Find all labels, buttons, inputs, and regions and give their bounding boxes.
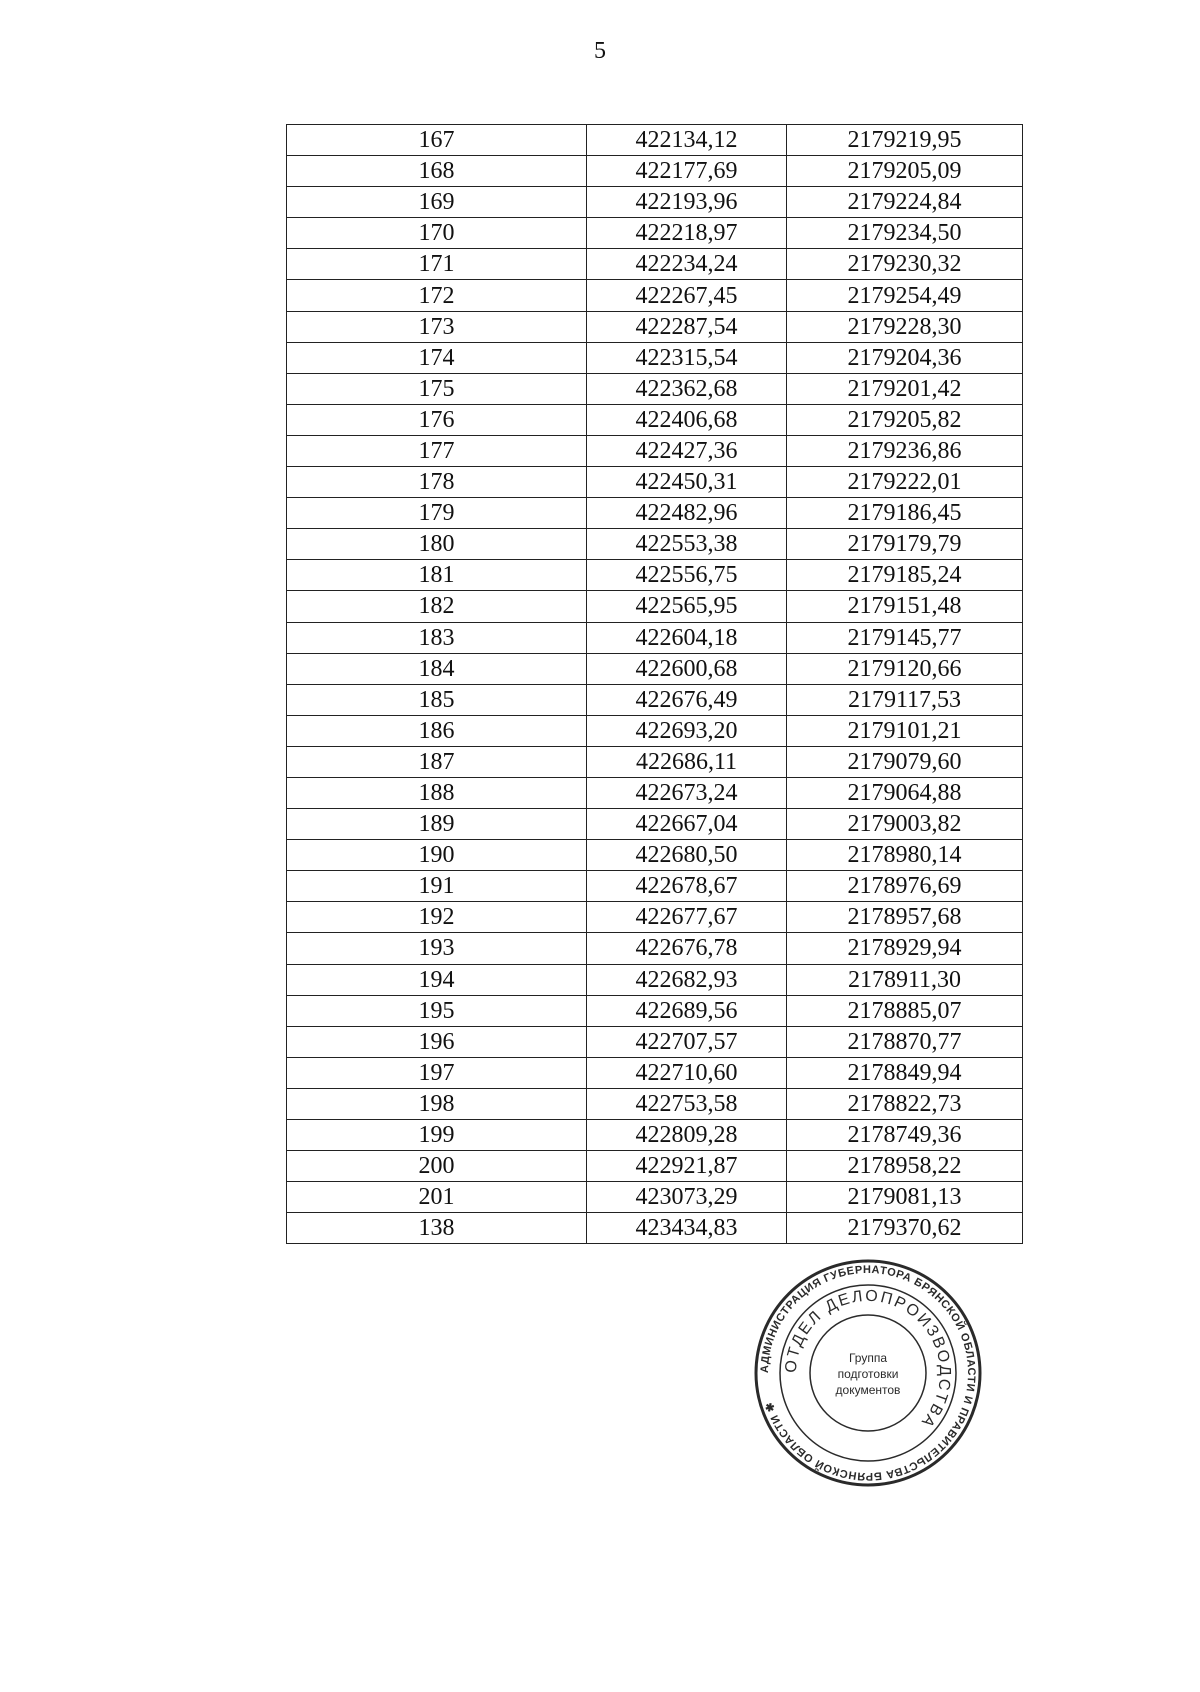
point-number-cell: 188	[287, 777, 587, 808]
table-row	[287, 1213, 1023, 1244]
point-number-cell: 197	[287, 1057, 587, 1088]
seal-center-line-2: подготовки	[837, 1367, 899, 1381]
x-coordinate-cell: 422693,20	[587, 715, 787, 746]
y-coordinate-cell: 2179234,50	[787, 218, 1023, 249]
y-coordinate-cell: 2179204,36	[787, 342, 1023, 373]
table-row	[287, 777, 1023, 808]
y-coordinate-cell: 2179179,79	[787, 529, 1023, 560]
seal-center-line-1: Группа	[848, 1351, 888, 1365]
point-number-cell: 200	[287, 1151, 587, 1182]
x-coordinate-cell: 422177,69	[587, 156, 787, 187]
x-coordinate-cell: 422682,93	[587, 964, 787, 995]
x-coordinate-cell: 422482,96	[587, 498, 787, 529]
table-row	[287, 529, 1023, 560]
point-number-cell: 177	[287, 435, 587, 466]
table-row	[287, 311, 1023, 342]
table-row	[287, 1182, 1023, 1213]
x-coordinate-cell: 422680,50	[587, 840, 787, 871]
y-coordinate-cell: 2179230,32	[787, 249, 1023, 280]
y-coordinate-cell: 2179003,82	[787, 809, 1023, 840]
table-row	[287, 249, 1023, 280]
table-row	[287, 1026, 1023, 1057]
x-coordinate-cell: 422673,24	[587, 777, 787, 808]
table-row	[287, 746, 1023, 777]
x-coordinate-cell: 422218,97	[587, 218, 787, 249]
table-row	[287, 1088, 1023, 1119]
table-row	[287, 653, 1023, 684]
y-coordinate-cell: 2178870,77	[787, 1026, 1023, 1057]
table-row	[287, 435, 1023, 466]
table-row	[287, 467, 1023, 498]
x-coordinate-cell: 422556,75	[587, 560, 787, 591]
point-number-cell: 189	[287, 809, 587, 840]
table-row	[287, 280, 1023, 311]
point-number-cell: 198	[287, 1088, 587, 1119]
x-coordinate-cell: 422267,45	[587, 280, 787, 311]
point-number-cell: 169	[287, 187, 587, 218]
y-coordinate-cell: 2178958,22	[787, 1151, 1023, 1182]
official-seal-stamp	[753, 1258, 983, 1488]
table-row	[287, 156, 1023, 187]
x-coordinate-cell: 422676,49	[587, 684, 787, 715]
y-coordinate-cell: 2179254,49	[787, 280, 1023, 311]
y-coordinate-cell: 2179186,45	[787, 498, 1023, 529]
seal-outer-text: АДМИНИСТРАЦИЯ ГУБЕРНАТОРА БРЯНСКОЙ ОБЛАСТИ И ПРАВИТЕЛЬСТВА БРЯНСКОЙ ОБЛАСТИ ✱	[758, 1263, 978, 1483]
x-coordinate-cell: 422565,95	[587, 591, 787, 622]
x-coordinate-cell: 422234,24	[587, 249, 787, 280]
point-number-cell: 174	[287, 342, 587, 373]
x-coordinate-cell: 422676,78	[587, 933, 787, 964]
page-number: 5	[594, 38, 606, 64]
table-row	[287, 684, 1023, 715]
table-row	[287, 995, 1023, 1026]
y-coordinate-cell: 2179370,62	[787, 1213, 1023, 1244]
table-row	[287, 125, 1023, 156]
y-coordinate-cell: 2178885,07	[787, 995, 1023, 1026]
x-coordinate-cell: 422686,11	[587, 746, 787, 777]
x-coordinate-cell: 422604,18	[587, 622, 787, 653]
table-row	[287, 187, 1023, 218]
y-coordinate-cell: 2179081,13	[787, 1182, 1023, 1213]
x-coordinate-cell: 422406,68	[587, 404, 787, 435]
x-coordinate-cell: 422689,56	[587, 995, 787, 1026]
y-coordinate-cell: 2178849,94	[787, 1057, 1023, 1088]
x-coordinate-cell: 422677,67	[587, 902, 787, 933]
y-coordinate-cell: 2179151,48	[787, 591, 1023, 622]
table-row	[287, 964, 1023, 995]
point-number-cell: 167	[287, 125, 587, 156]
x-coordinate-cell: 422809,28	[587, 1120, 787, 1151]
y-coordinate-cell: 2179205,09	[787, 156, 1023, 187]
x-coordinate-cell: 422753,58	[587, 1088, 787, 1119]
table-row	[287, 871, 1023, 902]
x-coordinate-cell: 422553,38	[587, 529, 787, 560]
x-coordinate-cell: 422427,36	[587, 435, 787, 466]
point-number-cell: 186	[287, 715, 587, 746]
x-coordinate-cell: 423073,29	[587, 1182, 787, 1213]
table-row	[287, 498, 1023, 529]
table-row	[287, 1120, 1023, 1151]
table-row	[287, 622, 1023, 653]
table-row	[287, 404, 1023, 435]
y-coordinate-cell: 2179205,82	[787, 404, 1023, 435]
point-number-cell: 170	[287, 218, 587, 249]
x-coordinate-cell: 422707,57	[587, 1026, 787, 1057]
point-number-cell: 193	[287, 933, 587, 964]
seal-middle-text: ОТДЕЛ ДЕЛОПРОИЗВОДСТВА	[782, 1287, 954, 1432]
point-number-cell: 185	[287, 684, 587, 715]
x-coordinate-cell: 422710,60	[587, 1057, 787, 1088]
point-number-cell: 168	[287, 156, 587, 187]
point-number-cell: 181	[287, 560, 587, 591]
point-number-cell: 184	[287, 653, 587, 684]
table-row	[287, 591, 1023, 622]
y-coordinate-cell: 2179219,95	[787, 125, 1023, 156]
table-row	[287, 342, 1023, 373]
table-row	[287, 373, 1023, 404]
x-coordinate-cell: 422134,12	[587, 125, 787, 156]
table-row	[287, 1151, 1023, 1182]
x-coordinate-cell: 422362,68	[587, 373, 787, 404]
coordinates-table-body	[287, 125, 1023, 1244]
y-coordinate-cell: 2178822,73	[787, 1088, 1023, 1119]
point-number-cell: 172	[287, 280, 587, 311]
point-number-cell: 199	[287, 1120, 587, 1151]
table-row	[287, 933, 1023, 964]
table-row	[287, 809, 1023, 840]
y-coordinate-cell: 2178929,94	[787, 933, 1023, 964]
point-number-cell: 175	[287, 373, 587, 404]
y-coordinate-cell: 2178957,68	[787, 902, 1023, 933]
table-row	[287, 840, 1023, 871]
seal-center-line-3: документов	[835, 1383, 901, 1397]
y-coordinate-cell: 2178749,36	[787, 1120, 1023, 1151]
point-number-cell: 138	[287, 1213, 587, 1244]
x-coordinate-cell: 422600,68	[587, 653, 787, 684]
point-number-cell: 171	[287, 249, 587, 280]
y-coordinate-cell: 2179064,88	[787, 777, 1023, 808]
point-number-cell: 173	[287, 311, 587, 342]
x-coordinate-cell: 422315,54	[587, 342, 787, 373]
y-coordinate-cell: 2179101,21	[787, 715, 1023, 746]
x-coordinate-cell: 422667,04	[587, 809, 787, 840]
table-row	[287, 715, 1023, 746]
point-number-cell: 176	[287, 404, 587, 435]
point-number-cell: 194	[287, 964, 587, 995]
point-number-cell: 182	[287, 591, 587, 622]
point-number-cell: 187	[287, 746, 587, 777]
y-coordinate-cell: 2179222,01	[787, 467, 1023, 498]
point-number-cell: 195	[287, 995, 587, 1026]
coordinates-table	[286, 124, 1023, 1244]
y-coordinate-cell: 2178911,30	[787, 964, 1023, 995]
y-coordinate-cell: 2179201,42	[787, 373, 1023, 404]
y-coordinate-cell: 2179185,24	[787, 560, 1023, 591]
y-coordinate-cell: 2179120,66	[787, 653, 1023, 684]
y-coordinate-cell: 2179145,77	[787, 622, 1023, 653]
table-row	[287, 1057, 1023, 1088]
table-row	[287, 902, 1023, 933]
y-coordinate-cell: 2179228,30	[787, 311, 1023, 342]
y-coordinate-cell: 2179079,60	[787, 746, 1023, 777]
point-number-cell: 183	[287, 622, 587, 653]
point-number-cell: 180	[287, 529, 587, 560]
y-coordinate-cell: 2179117,53	[787, 684, 1023, 715]
table-row	[287, 218, 1023, 249]
x-coordinate-cell: 422921,87	[587, 1151, 787, 1182]
x-coordinate-cell: 422678,67	[587, 871, 787, 902]
x-coordinate-cell: 422287,54	[587, 311, 787, 342]
point-number-cell: 191	[287, 871, 587, 902]
point-number-cell: 192	[287, 902, 587, 933]
point-number-cell: 190	[287, 840, 587, 871]
y-coordinate-cell: 2179236,86	[787, 435, 1023, 466]
x-coordinate-cell: 423434,83	[587, 1213, 787, 1244]
point-number-cell: 201	[287, 1182, 587, 1213]
y-coordinate-cell: 2179224,84	[787, 187, 1023, 218]
point-number-cell: 196	[287, 1026, 587, 1057]
y-coordinate-cell: 2178976,69	[787, 871, 1023, 902]
point-number-cell: 178	[287, 467, 587, 498]
y-coordinate-cell: 2178980,14	[787, 840, 1023, 871]
point-number-cell: 179	[287, 498, 587, 529]
x-coordinate-cell: 422450,31	[587, 467, 787, 498]
table-row	[287, 560, 1023, 591]
x-coordinate-cell: 422193,96	[587, 187, 787, 218]
